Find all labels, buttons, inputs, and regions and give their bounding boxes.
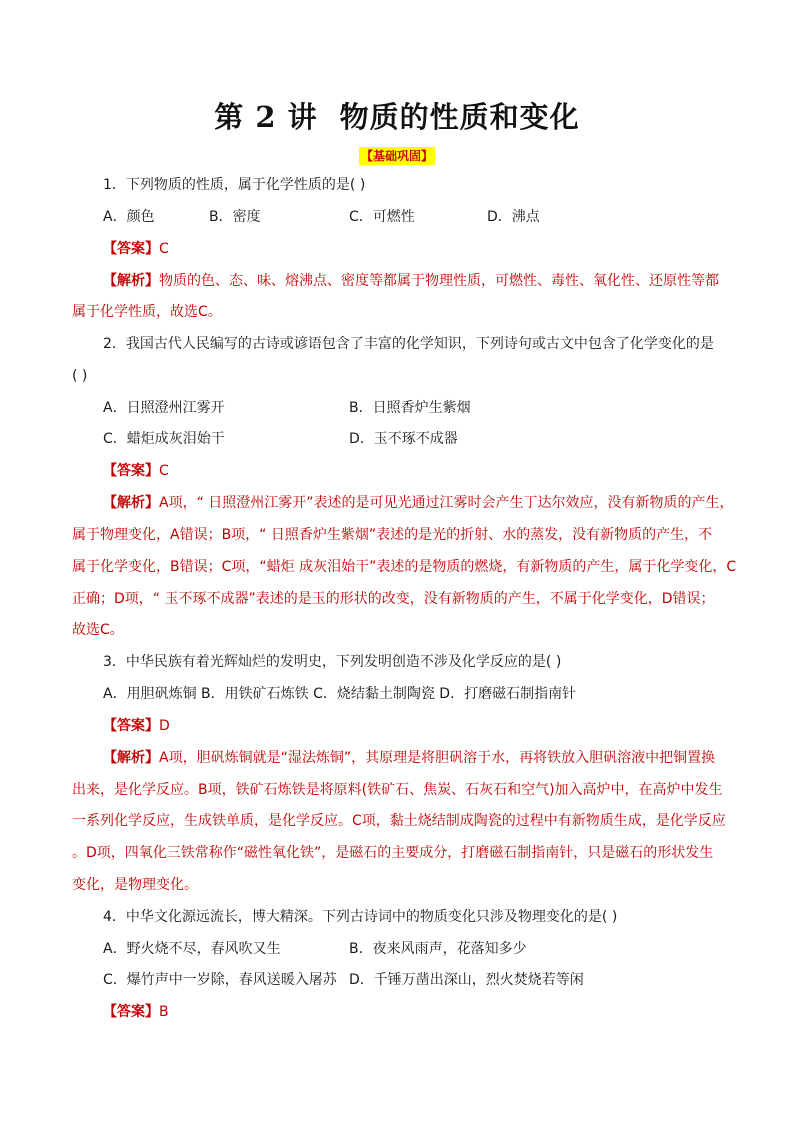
q4-stem: 4．中华文化源远流长，博大精深。下列古诗词中的物质变化只涉及物理变化的是( ) — [103, 909, 618, 925]
q4-answer-value: B — [159, 1004, 169, 1020]
q1-answer-value: C — [159, 241, 169, 257]
q1-option-a: A．颜色 — [103, 209, 155, 225]
q3-answer-value: D — [159, 718, 170, 734]
q3-answer — [103, 716, 170, 736]
q2-analysis-label: 【解析】 — [103, 495, 159, 511]
q3-analysis-line-3: 一系列化学反应，生成铁单质，是化学反应。C项，黏土烧结制成陶瓷的过程中有新物质生成，是化学反应 — [72, 813, 726, 829]
q2-option-a: A．日照澄州江雾开 — [103, 400, 225, 416]
section-badge-wrap — [0, 145, 794, 165]
q4-option-a: A．野火烧不尽，春风吹又生 — [103, 941, 281, 957]
section-badge: 【基础巩固】 — [360, 149, 433, 163]
q2-answer — [103, 461, 169, 481]
q1-option-b: B．密度 — [209, 209, 261, 225]
q1-analysis-label: 【解析】 — [103, 273, 159, 289]
q2-stem-line-1: 2．我国古代人民编写的古诗或谚语包含了丰富的化学知识，下列诗句或古文中包含了化学变化的是 — [103, 336, 714, 352]
q2-analysis-line-4: 正确；D项，“ 玉不琢不成器”表述的是玉的形状的改变，没有新物质的产生，不属于化学变化，D错误； — [72, 591, 715, 607]
q1-analysis-line-2: 属于化学性质，故选C。 — [72, 304, 222, 320]
q4-option-c: C．爆竹声中一岁除，春风送暖入屠苏 — [103, 972, 337, 988]
q2-analysis-line-2: 属于物理变化，A错误；B项，“ 日照香炉生紫烟”表述的是光的折射、水的蒸发，没有新物质的产生，不 — [72, 527, 713, 543]
q3-analysis-line-1 — [103, 748, 715, 768]
q3-options: A．用胆矾炼铜 B．用铁矿石炼铁 C．烧结黏土制陶瓷 D．打磨磁石制指南针 — [103, 686, 577, 702]
page-title — [0, 95, 794, 136]
q3-answer-label: 【答案】 — [103, 718, 159, 734]
q1-option-c: C．可燃性 — [349, 209, 415, 225]
q2-answer-value: C — [159, 463, 169, 479]
q3-analysis-line-5: 变化，是物理变化。 — [72, 877, 198, 893]
q3-analysis-line-2: 出来，是化学反应。B项，铁矿石炼铁是将原料(铁矿石、焦炭、石灰石和空气)加入高炉中，在高炉中发生 — [72, 782, 723, 798]
q1-answer — [103, 239, 169, 259]
q4-answer-label: 【答案】 — [103, 1004, 159, 1020]
q3-analysis-line-4: 。D项，四氧化三铁常称作“磁性氧化铁”，是磁石的主要成分，打磨磁石制指南针，只是磁石的形状发生 — [72, 845, 714, 861]
q2-analysis-line-3: 属于化学变化，B错误；C项，“蜡炬 成灰泪始干”表述的是物质的燃烧，有新物质的产生，属于化学变化，C — [72, 559, 737, 575]
q3-analysis-label: 【解析】 — [103, 750, 159, 766]
q2-answer-label: 【答案】 — [103, 463, 159, 479]
q2-stem-line-2: ( ) — [72, 368, 88, 384]
q2-analysis-line-5: 故选C。 — [72, 622, 124, 638]
q2-analysis-line-1 — [103, 493, 734, 513]
q1-analysis-line-1 — [103, 271, 719, 291]
title-topic: 物质的性质和变化 — [339, 100, 580, 134]
title-lesson: 第 2 讲 — [214, 100, 318, 134]
q2-analysis-text-1: A项，“ 日照澄州江雾开”表述的是可见光通过江雾时会产生丁达尔效应，没有新物质的产生， — [159, 495, 734, 511]
q3-stem: 3．中华民族有着光辉灿烂的发明史，下列发明创造不涉及化学反应的是( ) — [103, 654, 562, 670]
q3-analysis-text-1: A项，胆矾炼铜就是“湿法炼铜”，其原理是将胆矾溶于水，再将铁放入胆矾溶液中把铜置换 — [159, 750, 716, 766]
q4-option-d: D．千锤万凿出深山，烈火焚烧若等闲 — [349, 972, 584, 988]
q2-option-b: B．日照香炉生紫烟 — [349, 400, 471, 416]
q2-option-c: C．蜡炬成灰泪始干 — [103, 431, 225, 447]
q2-option-d: D．玉不琢不成器 — [349, 431, 458, 447]
q1-option-d: D．沸点 — [487, 209, 540, 225]
q1-stem: 1．下列物质的性质，属于化学性质的是( ) — [103, 177, 366, 193]
q4-answer — [103, 1002, 169, 1022]
q4-option-b: B．夜来风雨声，花落知多少 — [349, 941, 527, 957]
q1-analysis-text-1: 物质的色、态、味、熔沸点、密度等都属于物理性质，可燃性、毒性、氧化性、还原性等都 — [159, 273, 719, 289]
q1-answer-label: 【答案】 — [103, 241, 159, 257]
